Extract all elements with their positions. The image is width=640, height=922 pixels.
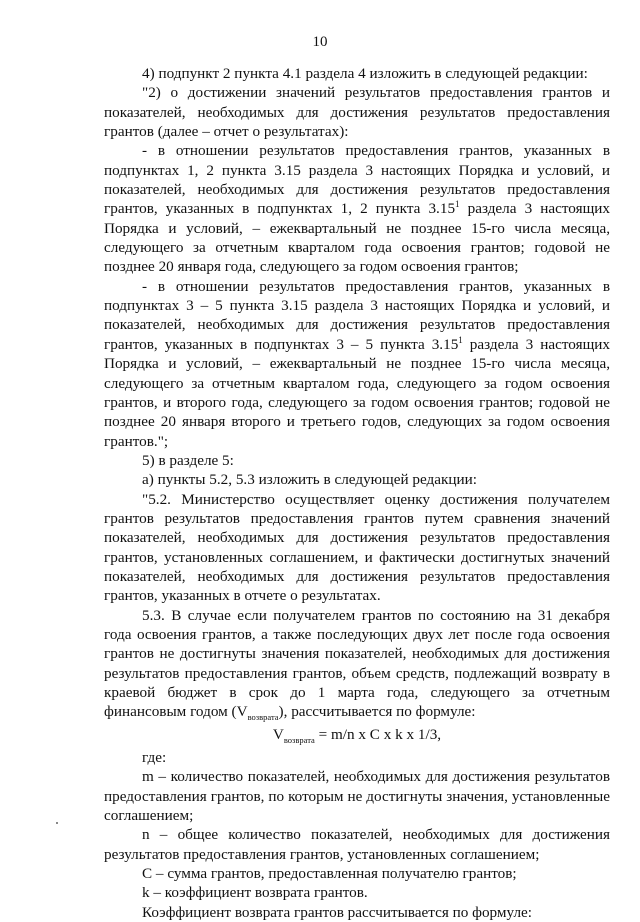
paragraph-5-3-part-b: ), рассчитывается по формуле:: [278, 703, 476, 721]
paragraph-results-3-5: [104, 277, 610, 451]
paragraph-results-1-2-part-b: раздела 3 настоящих Порядка и условий, – ежеквартальный не позднее 15-го числа месяца, следующего за отчетным кварталом года освоения грантов; годовой не позднее 20 января года, следующего за годом освоения грантов;: [104, 200, 610, 276]
paragraph-def-m: m – количество показателей, необходимых для достижения результатов предоставления грантов, по которым не достигнуты значения, установленные соглашением;: [104, 768, 610, 825]
paragraph-items-5-2-5-3: а) пункты 5.2, 5.3 изложить в следующей редакции:: [142, 471, 477, 489]
paragraph-section-5: 5) в разделе 5:: [142, 451, 234, 469]
scan-speck: [56, 822, 58, 824]
paragraph-def-c: C – сумма грантов, предоставленная получателю грантов;: [142, 865, 517, 883]
document-body: [104, 64, 610, 922]
paragraph-5-3-part-a: 5.3. В случае если получателем грантов по состоянию на 31 декабря года освоения грантов, а также последующих двух лет после года освоения грантов не достигнуты значения показателей, необходимых для достижения результатов предоставления грантов, объем средств, подлежащий возврату в краевой бюджет в срок до 1 марта года, следующего за отчетным финансовым годом (V: [104, 606, 610, 721]
formula-expression: = m/n x C x k x 1/3,: [318, 725, 442, 743]
paragraph-5-3: [104, 606, 610, 722]
superscript-1b: 1: [458, 334, 463, 345]
paragraph-item-4: 4) подпункт 2 пункта 4.1 раздела 4 изложить в следующей редакции:: [142, 65, 588, 82]
formula-symbol: V: [272, 725, 284, 743]
subscript-vozvrata: возврата: [247, 712, 279, 723]
paragraph-5-2: "5.2. Министерство осуществляет оценку достижения получателем грантов результатов предоставления грантов путем сравнения значений показателей, необходимых для достижения результатов предоставления грантов, установленных соглашением, и фактически достигнутых значений показателей, необходимых для достижения результатов предоставления грантов, указанных в отчете о результатах.: [104, 490, 610, 605]
paragraph-results-3-5-part-a: - в отношении результатов предоставления грантов, указанных в подпунктах 3 – 5 пункта 3.15 раздела 3 настоящих Порядка и условий, и показателей, необходимых для достижения результатов предоставления грантов, указанных в подпунктах 3 – 5 пункта 3.15: [104, 277, 610, 353]
paragraph-results-1-2-part-a: - в отношении результатов предоставления грантов, указанных в подпунктах 1, 2 пункта 3.15 раздела 3 настоящих Порядка и условий, и показателей, необходимых для достижения результатов предоставления грантов, указанных в подпунктах 1, 2 пункта 3.15: [104, 142, 610, 218]
page-number: 10: [312, 34, 328, 50]
paragraph-coefficient: Коэффициент возврата грантов рассчитывается по формуле:: [142, 903, 532, 921]
paragraph-def-k: k – коэффициент возврата грантов.: [142, 884, 368, 902]
paragraph-item-2-reports: "2) о достижении значений результатов предоставления грантов и показателей, необходимых для достижения результатов предоставления грантов (далее – отчет о результатах):: [104, 84, 610, 141]
paragraph-results-1-2: [104, 141, 610, 276]
formula-subscript: возврата: [283, 734, 315, 745]
paragraph-results-3-5-part-b: раздела 3 настоящих Порядка и условий, – ежеквартальный не позднее 15-го числа месяца, следующего за отчетным кварталом года, следующего за годом освоения грантов, и второго года, следующего за годом освоения грантов; годовой не позднее 20 января второго и третьего годов, следующих за годом освоения грантов.";: [104, 335, 610, 450]
superscript-1: 1: [455, 199, 460, 210]
paragraph-where: где:: [142, 749, 167, 767]
paragraph-def-n: n – общее количество показателей, необходимых для достижения результатов предоставления грантов, установленных соглашением;: [104, 826, 610, 863]
formula-line: [104, 725, 610, 744]
